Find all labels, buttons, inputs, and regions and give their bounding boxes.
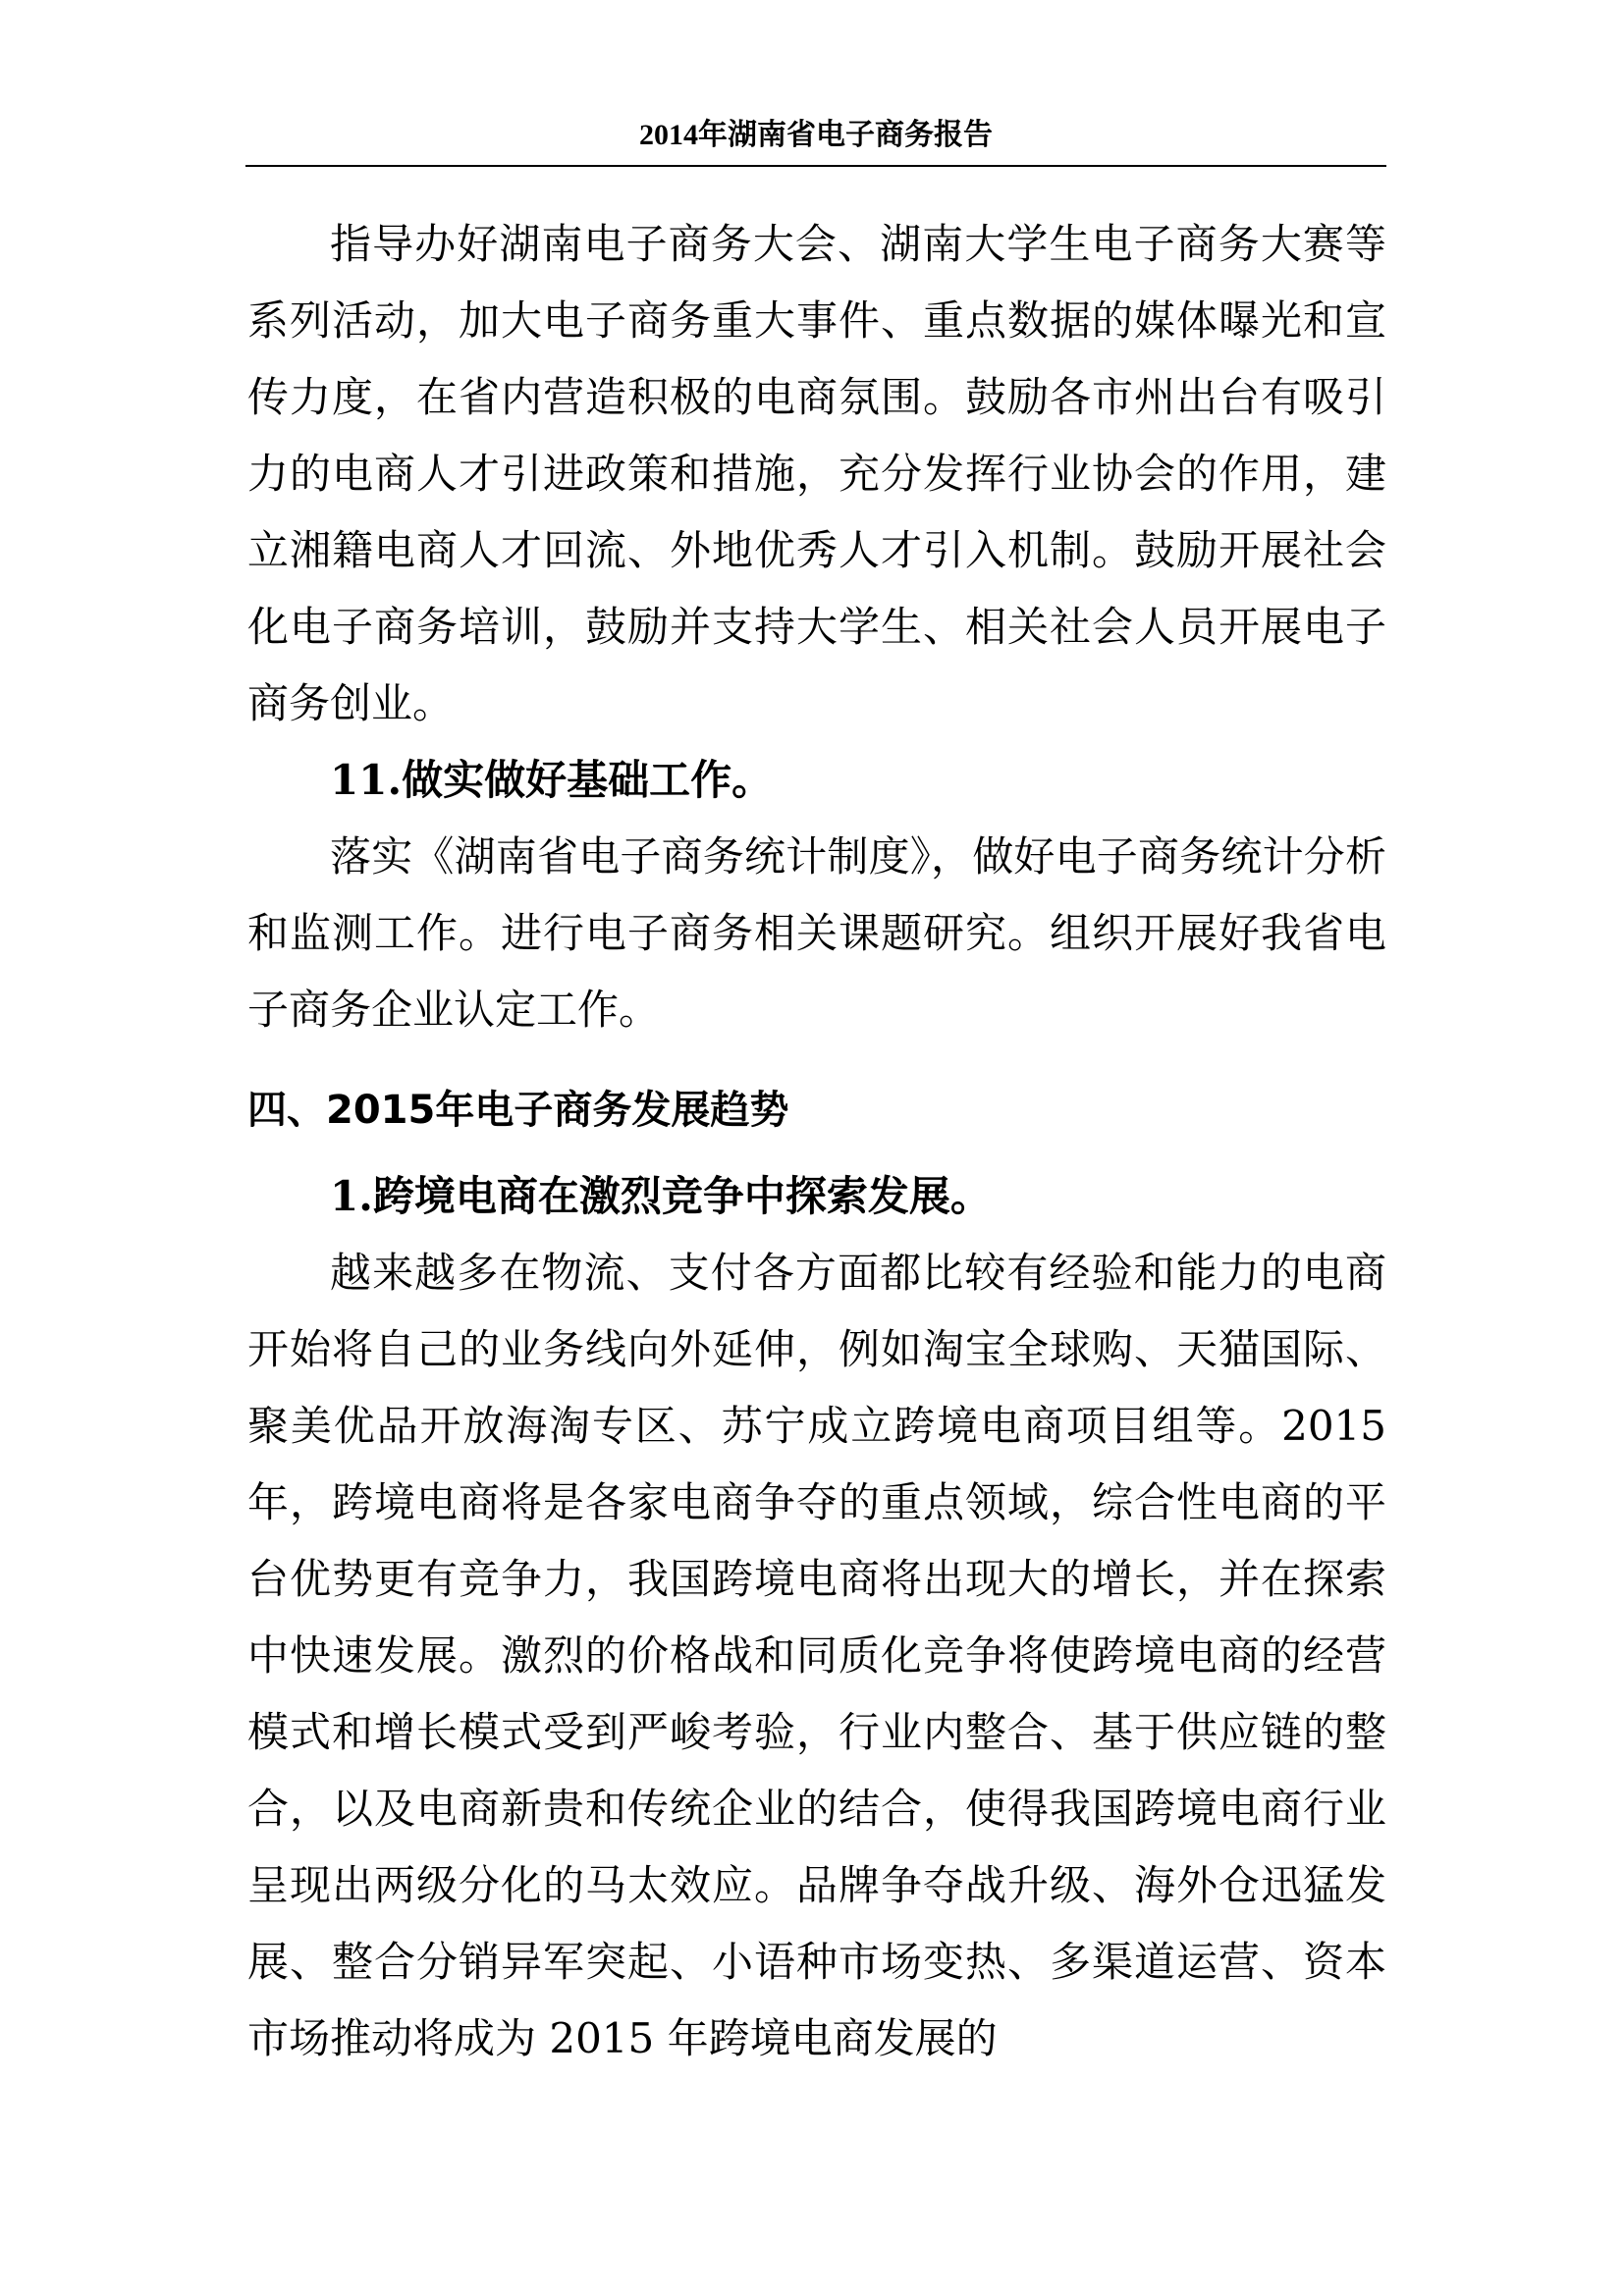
paragraph-cross-border-ecommerce: 越来越多在物流、支付各方面都比较有经验和能力的电商开始将自己的业务线向外延伸，例如淘宝全球购、天猫国际、聚美优品开放海淘专区、苏宁成立跨境电商项目组等。2015年，跨境电商将是各家电商争夺的重点领域，综合性电商的平台优势更有竞争力，我国跨境电商将出现大的增长，并在探索中快速发展。激烈的价格战和同质化竞争将使跨境电商的经营模式和增长模式受到严峻考验，行业内整合、基于供应链的整合，以及电商新贵和传统企业的结合，使得我国跨境电商行业呈现出两级分化的马太效应。品牌争夺战升级、海外仓迅猛发展、整合分销异军突起、小语种市场变热、多渠道运营、资本市场推动将成为 2015 年跨境电商发展的 xyxy=(247,1249,1386,2062)
page-header-title: 2014年湖南省电子商务报告 xyxy=(639,119,993,151)
section-title-2015-trends: 四、2015年电子商务发展趋势 xyxy=(247,1088,789,1133)
subheading-cross-border-ecommerce: 1.跨境电商在激烈竞争中探索发展。 xyxy=(330,1172,992,1220)
paragraph-statistics-system: 落实《湖南省电子商务统计制度》，做好电子商务统计分析和监测工作。进行电子商务相关课题研究。组织开展好我省电子商务企业认定工作。 xyxy=(247,832,1386,1034)
paragraph-talent-and-events: 指导办好湖南电子商务大会、湖南大学生电子商务大赛等系列活动，加大电子商务重大事件、重点数据的媒体曝光和宣传力度，在省内营造积极的电商氛围。鼓励各市州出台有吸引力的电商人才引进政策和措施，充分发挥行业协会的作用，建立湘籍电商人才回流、外地优秀人才引入机制。鼓励开展社会化电子商务培训，鼓励并支持大学生、相关社会人员开展电子商务创业。 xyxy=(247,220,1386,727)
document-body xyxy=(247,206,1386,2077)
header-divider xyxy=(245,165,1386,167)
subheading-basic-work: 11.做实做好基础工作。 xyxy=(330,756,774,804)
